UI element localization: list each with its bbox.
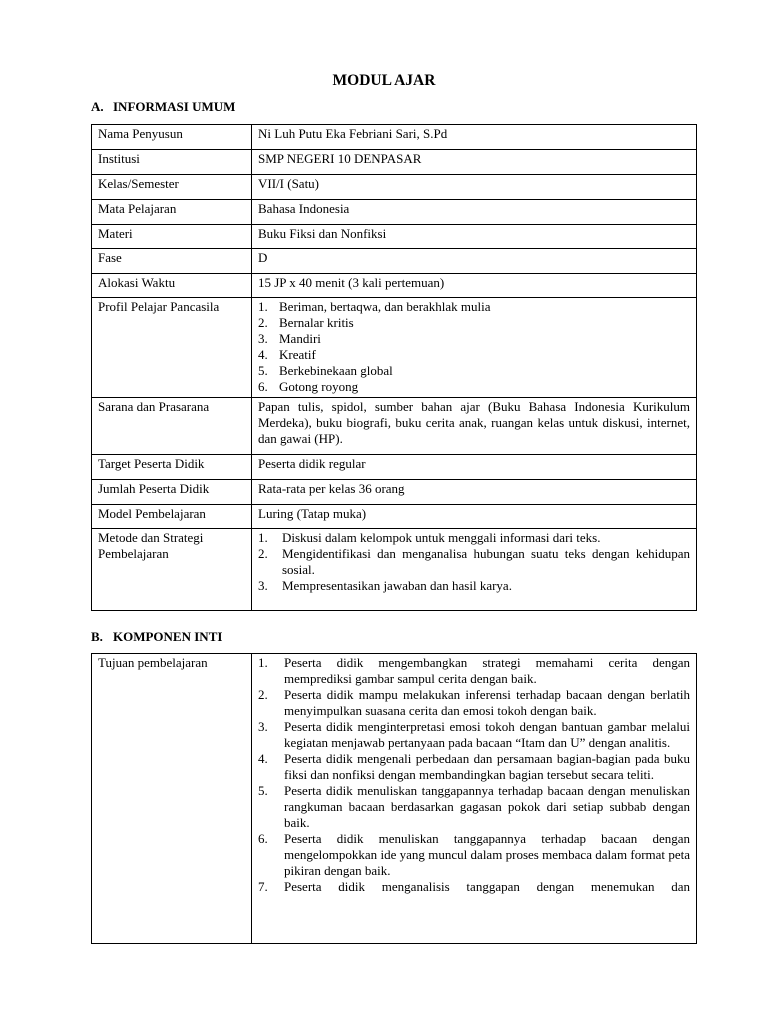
row-value bbox=[252, 654, 697, 944]
section-a-heading bbox=[91, 99, 235, 115]
table-row bbox=[92, 480, 697, 505]
row-label: Target Peserta Didik bbox=[92, 455, 252, 480]
row-label: Metode dan Strategi Pembelajaran bbox=[92, 529, 252, 611]
tujuan-list bbox=[258, 655, 690, 895]
row-value: 15 JP x 40 menit (3 kali pertemuan) bbox=[252, 274, 697, 298]
list-text: Peserta didik menuliskan tanggapannya terhadap bacaan dengan mengelompokkan ide yang muncul dalam proses membaca dalam format peta pikiran dengan baik. bbox=[284, 831, 690, 878]
list-number: 2. bbox=[258, 687, 268, 702]
table-row bbox=[92, 455, 697, 480]
list-text: Bernalar kritis bbox=[279, 315, 354, 330]
row-label: Mata Pelajaran bbox=[92, 200, 252, 225]
section-a-number: A. bbox=[91, 99, 104, 114]
list-text: Peserta didik menganalisis tanggapan dengan menemukan dan bbox=[284, 879, 690, 894]
table-row bbox=[92, 225, 697, 249]
list-number: 5. bbox=[258, 783, 268, 798]
row-value: VII/I (Satu) bbox=[252, 175, 697, 200]
row-label: Model Pembelajaran bbox=[92, 505, 252, 529]
row-value bbox=[252, 529, 697, 611]
row-label: Tujuan pembelajaran bbox=[92, 654, 252, 944]
row-label: Fase bbox=[92, 249, 252, 274]
list-text: Peserta didik menuliskan tanggapannya terhadap bacaan dengan menuliskan rangkuman bacaan berdasarkan gagasan pokok dari setiap subbab dengan baik. bbox=[284, 783, 690, 830]
list-number: 2. bbox=[258, 546, 268, 561]
komponen-inti-table bbox=[91, 653, 697, 944]
list-text: Berkebinekaan global bbox=[279, 363, 393, 378]
list-number: 5. bbox=[258, 363, 268, 378]
row-label: Profil Pelajar Pancasila bbox=[92, 298, 252, 398]
list-text: Mengidentifikasi dan menganalisa hubungan suatu teks dengan kehidupan sosial. bbox=[282, 546, 690, 577]
table-row bbox=[92, 125, 697, 150]
row-label: Alokasi Waktu bbox=[92, 274, 252, 298]
list-number: 6. bbox=[258, 831, 268, 846]
list-text: Gotong royong bbox=[279, 379, 359, 394]
list-text: Peserta didik mampu melakukan inferensi terhadap bacaan dengan berlatih menyimpulkan suasana cerita dan emosi tokoh dengan baik. bbox=[284, 687, 690, 718]
list-text: Beriman, bertaqwa, dan berakhlak mulia bbox=[279, 299, 491, 314]
row-value: Buku Fiksi dan Nonfiksi bbox=[252, 225, 697, 249]
row-label: Nama Penyusun bbox=[92, 125, 252, 150]
table-row bbox=[92, 654, 697, 944]
list-item bbox=[258, 783, 690, 831]
informasi-umum-table bbox=[91, 124, 697, 611]
section-b-title: KOMPONEN INTI bbox=[113, 629, 223, 644]
list-item bbox=[258, 655, 690, 687]
list-item bbox=[258, 578, 690, 594]
list-item bbox=[258, 879, 690, 895]
document-title: MODUL AJAR bbox=[332, 72, 436, 89]
list-text: Peserta didik mengembangkan strategi memahami cerita dengan memprediksi gambar sampul cerita dengan baik. bbox=[284, 655, 690, 686]
table-row bbox=[92, 505, 697, 529]
list-number: 4. bbox=[258, 751, 268, 766]
row-label: Materi bbox=[92, 225, 252, 249]
list-number: 3. bbox=[258, 719, 268, 734]
list-item bbox=[258, 831, 690, 879]
list-number: 1. bbox=[258, 299, 268, 314]
row-value: Papan tulis, spidol, sumber bahan ajar (Buku Bahasa Indonesia Kurikulum Merdeka), buku biografi, buku cerita anak, ruangan kelas untuk diskusi, internet, dan gawai (HP). bbox=[252, 398, 697, 455]
table-row bbox=[92, 200, 697, 225]
list-item bbox=[258, 751, 690, 783]
list-item bbox=[258, 379, 690, 395]
row-label: Institusi bbox=[92, 150, 252, 175]
table-row bbox=[92, 398, 697, 455]
row-value: Peserta didik regular bbox=[252, 455, 697, 480]
list-number: 2. bbox=[258, 315, 268, 330]
list-item bbox=[258, 363, 690, 379]
list-text: Mempresentasikan jawaban dan hasil karya. bbox=[282, 578, 512, 593]
row-value: D bbox=[252, 249, 697, 274]
row-value: Rata-rata per kelas 36 orang bbox=[252, 480, 697, 505]
profil-list bbox=[258, 299, 690, 395]
row-value: SMP NEGERI 10 DENPASAR bbox=[252, 150, 697, 175]
section-b-number: B. bbox=[91, 629, 103, 644]
list-item bbox=[258, 315, 690, 331]
table-row bbox=[92, 150, 697, 175]
row-label: Kelas/Semester bbox=[92, 175, 252, 200]
list-item bbox=[258, 299, 690, 315]
list-number: 3. bbox=[258, 331, 268, 346]
list-text: Mandiri bbox=[279, 331, 321, 346]
table-row bbox=[92, 175, 697, 200]
row-value: Luring (Tatap muka) bbox=[252, 505, 697, 529]
list-text: Diskusi dalam kelompok untuk menggali informasi dari teks. bbox=[282, 530, 601, 545]
table-row bbox=[92, 529, 697, 611]
row-value: Ni Luh Putu Eka Febriani Sari, S.Pd bbox=[252, 125, 697, 150]
list-item bbox=[258, 347, 690, 363]
list-item bbox=[258, 331, 690, 347]
list-number: 7. bbox=[258, 879, 268, 894]
list-number: 1. bbox=[258, 655, 268, 670]
table-row bbox=[92, 249, 697, 274]
list-item bbox=[258, 687, 690, 719]
list-number: 3. bbox=[258, 578, 268, 593]
list-item bbox=[258, 719, 690, 751]
section-b-heading bbox=[91, 629, 222, 645]
list-number: 4. bbox=[258, 347, 268, 362]
row-value bbox=[252, 298, 697, 398]
table-row bbox=[92, 298, 697, 398]
row-label: Sarana dan Prasarana bbox=[92, 398, 252, 455]
row-label: Jumlah Peserta Didik bbox=[92, 480, 252, 505]
list-text: Kreatif bbox=[279, 347, 316, 362]
table-row bbox=[92, 274, 697, 298]
metode-list bbox=[258, 530, 690, 594]
list-text: Peserta didik menginterpretasi emosi tokoh dengan bantuan gambar melalui kegiatan menjawab pertanyaan pada bacaan “Itam dan U” dengan analitis. bbox=[284, 719, 690, 750]
section-a-title: INFORMASI UMUM bbox=[113, 99, 236, 114]
list-number: 1. bbox=[258, 530, 268, 545]
list-item bbox=[258, 546, 690, 578]
list-item bbox=[258, 530, 690, 546]
list-number: 6. bbox=[258, 379, 268, 394]
list-text: Peserta didik mengenali perbedaan dan persamaan bagian-bagian pada buku fiksi dan nonfiksi dengan membandingkan bagian tersebut secara teliti. bbox=[284, 751, 690, 782]
row-value: Bahasa Indonesia bbox=[252, 200, 697, 225]
